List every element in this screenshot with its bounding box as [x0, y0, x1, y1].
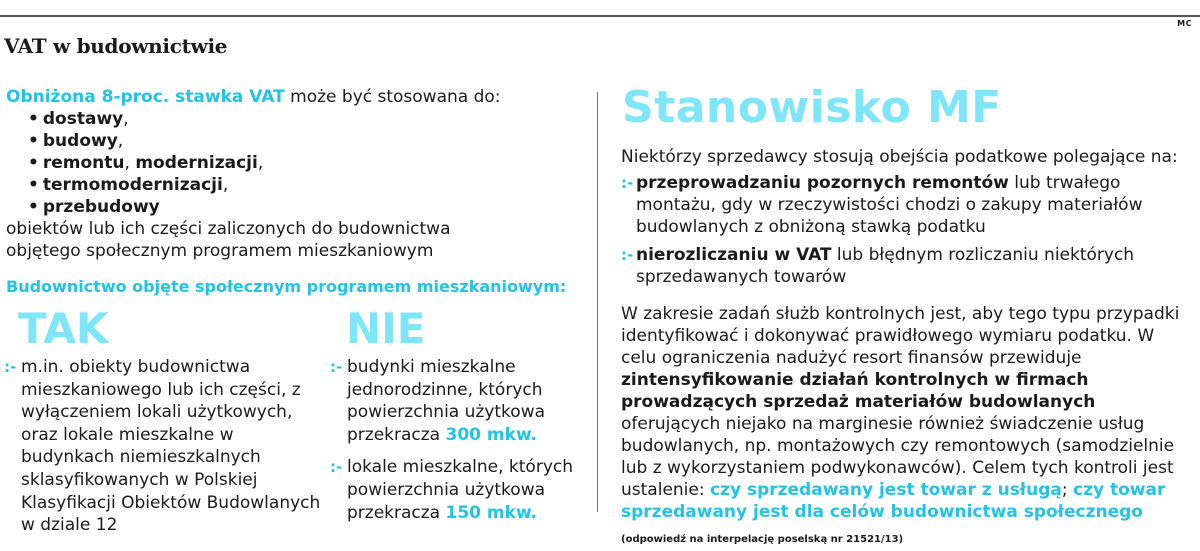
- author-mark: MC: [1177, 19, 1192, 28]
- mf-highlight-1: czy sprzedawany jest towar z usługą: [709, 480, 1062, 500]
- bullet-icon: •: [28, 131, 39, 151]
- marker-icon: :-: [621, 174, 634, 192]
- nie-item2-value: 150 mkw.: [445, 502, 538, 523]
- nie-item1-text: budynki mieszkalne jednorodzinne, których powierzchnia użytkowa przekracza: [347, 357, 546, 445]
- mf-item1-rest: lub trwałego montażu, gdy w rzeczywistości chodzi o zakupy materiałów budowlanych z obniżoną stawką podatku: [636, 173, 1143, 237]
- top-rule: [0, 15, 1200, 17]
- list-item: • remontu, modernizacji,: [28, 153, 264, 173]
- bullet-icon: •: [28, 175, 39, 195]
- mf-item1-bold: przeprowadzaniu pozornych remontów: [636, 173, 1009, 193]
- section-heading: Budownictwo objęte społecznym programem mieszkaniowym:: [6, 277, 567, 296]
- intro-tail-2: objętego społecznym programem mieszkaniowym: [6, 241, 434, 261]
- tak-label: TAK: [18, 304, 109, 353]
- bullet-icon: •: [28, 153, 39, 173]
- list-item: [330, 356, 590, 446]
- list-item: [621, 244, 1187, 288]
- list-item: • przebudowy: [28, 197, 160, 217]
- intro-lead-rest: może być stosowana do:: [284, 87, 501, 107]
- mf-para-bold: zintensyfikowanie działań kontrolnych w firmach prowadzących sprzedaż materiałów budowlanych: [621, 370, 1096, 412]
- scope-list: [6, 108, 591, 218]
- list-item: • termomodernizacji,: [28, 175, 229, 195]
- nie-label: NIE: [346, 304, 426, 353]
- mf-item2-bold: nierozliczaniu w VAT: [636, 245, 832, 265]
- intro-highlight: Obniżona 8-proc. stawka VAT: [6, 87, 285, 107]
- list-item: [330, 456, 590, 524]
- page-title: VAT w budownictwie: [4, 34, 228, 58]
- column-divider: [597, 92, 598, 512]
- list-item: [621, 172, 1187, 238]
- mf-block: [621, 146, 1187, 551]
- mf-source-note: (odpowiedź na interpelację poselską nr 21521/13): [621, 534, 904, 545]
- marker-icon: :-: [4, 358, 17, 376]
- mf-title: Stanowisko MF: [622, 82, 1002, 133]
- mf-item2-rest: lub błędnym rozliczaniu niektórych sprzedawanych towarów: [636, 245, 1135, 287]
- intro-lead: [6, 86, 591, 108]
- nie-column: [330, 356, 590, 524]
- marker-icon: :-: [621, 246, 634, 264]
- list-item: • budowy,: [28, 131, 124, 151]
- mf-paragraph: W zakresie zadań służb kontrolnych jest, aby tego typu przypadki identyfikować i dokonywać prawidłowego wymiaru podatku. W celu ograniczenia nadużyć resort finansów przewiduje zintensyfikowanie działań kontrolnych w firmach prowadzących sprzedaż materiałów budowlanych oferujących niejako na marginesie również świadczenie usług budowlanych, np. montażowych czy remontowych (samodzielnie lub z wykorzystaniem podwykonawców). Celem tych kontroli jest ustalenie: czy sprzedawany jest towar z usługą; czy towar sprzedawany jest dla celów budownictwa społecznego (odpowiedź na interpelację poselską nr 21521/13): [621, 304, 1180, 545]
- marker-icon: :-: [330, 458, 343, 477]
- intro-tail-1: obiektów lub ich części zaliczonych do budownictwa: [6, 219, 451, 239]
- intro-block: [6, 86, 591, 262]
- tak-column: [4, 356, 322, 537]
- mf-lead: Niektórzy sprzedawcy stosują obejścia podatkowe polegające na:: [621, 147, 1178, 167]
- marker-icon: :-: [330, 358, 343, 376]
- nie-item1-value: 300 mkw.: [445, 424, 538, 445]
- nie-item2-text: lokale mieszkalne, których powierzchnia użytkowa przekracza: [347, 457, 574, 523]
- bullet-icon: •: [28, 109, 39, 129]
- list-item: • dostawy,: [28, 109, 129, 129]
- tak-text: m.in. obiekty budownictwa mieszkaniowego lub ich części, z wyłączeniem lokali użytkowych, oraz lokale mieszkalne w budynkach niemieszkalnych sklasyfikowanych w Polskiej Klasyfikacji Obiektów Budowlanych w dziale 12: [21, 357, 321, 536]
- bullet-icon: •: [28, 197, 39, 217]
- list-item: [4, 356, 322, 537]
- mf-highlight-2: czy towar sprzedawany jest dla celów budownictwa społecznego: [621, 480, 1166, 522]
